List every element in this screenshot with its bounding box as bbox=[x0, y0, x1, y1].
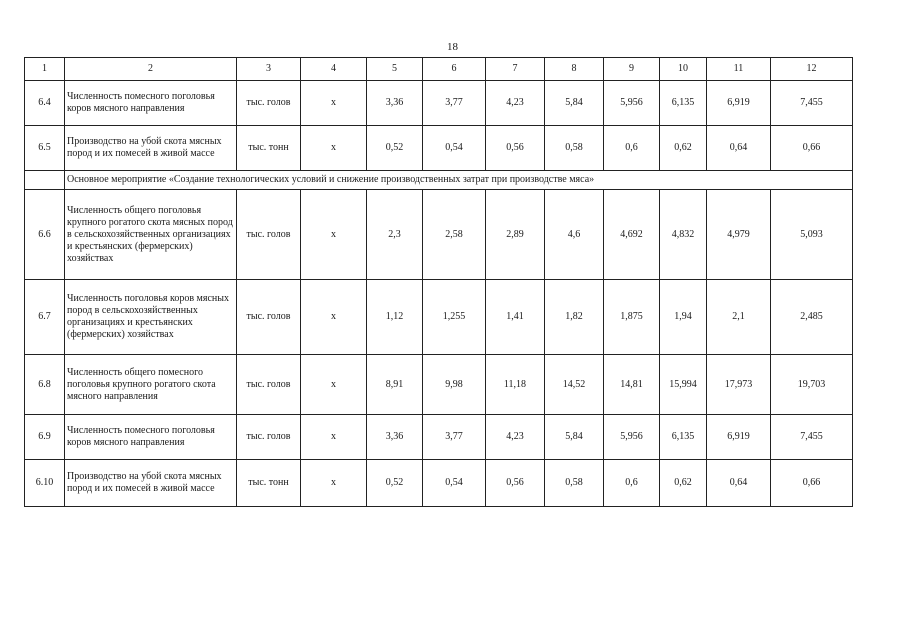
table-row bbox=[25, 190, 853, 280]
value-cell-col9: 4,692 bbox=[604, 190, 660, 280]
column-header-5: 5 bbox=[367, 58, 423, 81]
value-cell-col8: 4,6 bbox=[545, 190, 604, 280]
column4-cell: х bbox=[301, 355, 367, 415]
column4-cell: х bbox=[301, 81, 367, 126]
column-header-2: 2 bbox=[65, 58, 237, 81]
table-row bbox=[25, 355, 853, 415]
value-cell-col9: 14,81 bbox=[604, 355, 660, 415]
value-cell-col7: 2,89 bbox=[486, 190, 545, 280]
column4-cell: х bbox=[301, 126, 367, 171]
value-cell-col8: 0,58 bbox=[545, 126, 604, 171]
value-cell-col9: 0,6 bbox=[604, 460, 660, 507]
column-header-11: 11 bbox=[707, 58, 771, 81]
value-cell-col7: 1,41 bbox=[486, 280, 545, 355]
row-description: Численность помесного поголовья коров мясного направления bbox=[65, 81, 237, 126]
value-cell-col5: 0,52 bbox=[367, 460, 423, 507]
value-cell-col10: 0,62 bbox=[660, 126, 707, 171]
value-cell-col5: 1,12 bbox=[367, 280, 423, 355]
value-cell-col12: 5,093 bbox=[771, 190, 853, 280]
value-cell-col6: 0,54 bbox=[423, 126, 486, 171]
column-header-9: 9 bbox=[604, 58, 660, 81]
value-cell-col6: 9,98 bbox=[423, 355, 486, 415]
table-row bbox=[25, 126, 853, 171]
table-body bbox=[25, 81, 853, 507]
row-description: Численность общего помесного поголовья крупного рогатого скота мясного направления bbox=[65, 355, 237, 415]
column4-cell: х bbox=[301, 280, 367, 355]
column-header-7: 7 bbox=[486, 58, 545, 81]
row-number: 6.5 bbox=[25, 126, 65, 171]
value-cell-col12: 0,66 bbox=[771, 460, 853, 507]
unit-cell: тыс. голов bbox=[237, 280, 301, 355]
value-cell-col10: 15,994 bbox=[660, 355, 707, 415]
value-cell-col10: 4,832 bbox=[660, 190, 707, 280]
section-row bbox=[25, 171, 853, 190]
value-cell-col12: 19,703 bbox=[771, 355, 853, 415]
value-cell-col10: 6,135 bbox=[660, 81, 707, 126]
value-cell-col11: 0,64 bbox=[707, 460, 771, 507]
row-description: Производство на убой скота мясных пород и их помесей в живой массе bbox=[65, 126, 237, 171]
row-number: 6.9 bbox=[25, 415, 65, 460]
column-header-4: 4 bbox=[301, 58, 367, 81]
value-cell-col9: 5,956 bbox=[604, 81, 660, 126]
value-cell-col5: 3,36 bbox=[367, 81, 423, 126]
value-cell-col8: 14,52 bbox=[545, 355, 604, 415]
value-cell-col11: 17,973 bbox=[707, 355, 771, 415]
row-description: Численность помесного поголовья коров мясного направления bbox=[65, 415, 237, 460]
value-cell-col11: 4,979 bbox=[707, 190, 771, 280]
section-number-cell bbox=[25, 171, 65, 190]
value-cell-col10: 6,135 bbox=[660, 415, 707, 460]
value-cell-col9: 0,6 bbox=[604, 126, 660, 171]
column4-cell: х bbox=[301, 415, 367, 460]
unit-cell: тыс. голов bbox=[237, 355, 301, 415]
table-row bbox=[25, 415, 853, 460]
value-cell-col10: 0,62 bbox=[660, 460, 707, 507]
value-cell-col8: 5,84 bbox=[545, 81, 604, 126]
value-cell-col5: 0,52 bbox=[367, 126, 423, 171]
value-cell-col8: 0,58 bbox=[545, 460, 604, 507]
row-number: 6.7 bbox=[25, 280, 65, 355]
value-cell-col7: 4,23 bbox=[486, 81, 545, 126]
value-cell-col12: 7,455 bbox=[771, 81, 853, 126]
value-cell-col9: 1,875 bbox=[604, 280, 660, 355]
row-number: 6.6 bbox=[25, 190, 65, 280]
value-cell-col12: 7,455 bbox=[771, 415, 853, 460]
indicators-table bbox=[24, 57, 853, 507]
column-header-1: 1 bbox=[25, 58, 65, 81]
value-cell-col5: 3,36 bbox=[367, 415, 423, 460]
value-cell-col11: 6,919 bbox=[707, 415, 771, 460]
value-cell-col7: 11,18 bbox=[486, 355, 545, 415]
page-number: 18 bbox=[447, 41, 458, 53]
value-cell-col11: 0,64 bbox=[707, 126, 771, 171]
column-header-10: 10 bbox=[660, 58, 707, 81]
value-cell-col7: 0,56 bbox=[486, 460, 545, 507]
table-row bbox=[25, 460, 853, 507]
value-cell-col7: 4,23 bbox=[486, 415, 545, 460]
value-cell-col11: 2,1 bbox=[707, 280, 771, 355]
unit-cell: тыс. тонн bbox=[237, 460, 301, 507]
value-cell-col5: 8,91 bbox=[367, 355, 423, 415]
table-row bbox=[25, 280, 853, 355]
value-cell-col6: 1,255 bbox=[423, 280, 486, 355]
unit-cell: тыс. голов bbox=[237, 81, 301, 126]
unit-cell: тыс. голов bbox=[237, 415, 301, 460]
header-row bbox=[25, 58, 853, 81]
table-row bbox=[25, 81, 853, 126]
value-cell-col6: 0,54 bbox=[423, 460, 486, 507]
value-cell-col8: 1,82 bbox=[545, 280, 604, 355]
column-header-8: 8 bbox=[545, 58, 604, 81]
column-header-6: 6 bbox=[423, 58, 486, 81]
row-description: Численность поголовья коров мясных пород в сельскохозяйственных организациях и крестьянских (фермерских) хозяйствах bbox=[65, 280, 237, 355]
row-description: Численность общего поголовья крупного рогатого скота мясных пород в сельскохозяйственных организациях и крестьянских (фермерских) хозяйствах bbox=[65, 190, 237, 280]
column4-cell: х bbox=[301, 460, 367, 507]
value-cell-col5: 2,3 bbox=[367, 190, 423, 280]
unit-cell: тыс. тонн bbox=[237, 126, 301, 171]
value-cell-col8: 5,84 bbox=[545, 415, 604, 460]
value-cell-col11: 6,919 bbox=[707, 81, 771, 126]
unit-cell: тыс. голов bbox=[237, 190, 301, 280]
column4-cell: х bbox=[301, 190, 367, 280]
value-cell-col6: 3,77 bbox=[423, 415, 486, 460]
section-title: Основное мероприятие «Создание технологических условий и снижение производственных затрат при производстве мяса» bbox=[65, 171, 853, 190]
column-header-3: 3 bbox=[237, 58, 301, 81]
value-cell-col9: 5,956 bbox=[604, 415, 660, 460]
column-header-12: 12 bbox=[771, 58, 853, 81]
row-number: 6.8 bbox=[25, 355, 65, 415]
value-cell-col10: 1,94 bbox=[660, 280, 707, 355]
value-cell-col12: 2,485 bbox=[771, 280, 853, 355]
value-cell-col6: 2,58 bbox=[423, 190, 486, 280]
row-number: 6.10 bbox=[25, 460, 65, 507]
value-cell-col6: 3,77 bbox=[423, 81, 486, 126]
value-cell-col12: 0,66 bbox=[771, 126, 853, 171]
value-cell-col7: 0,56 bbox=[486, 126, 545, 171]
row-description: Производство на убой скота мясных пород и их помесей в живой массе bbox=[65, 460, 237, 507]
row-number: 6.4 bbox=[25, 81, 65, 126]
